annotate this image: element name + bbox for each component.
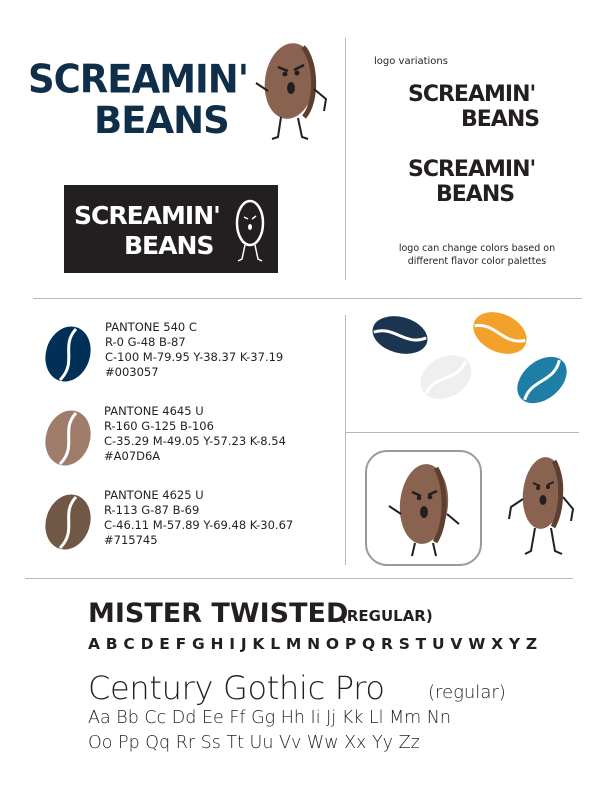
color-2-name: PANTONE 4645 U — [104, 404, 204, 418]
color-2-hex: #A07D6A — [104, 449, 161, 463]
variations-note: logo can change colors based on different flavor color palettes — [398, 243, 556, 267]
reversed-logo-line1: SCREAMIN' — [74, 201, 220, 230]
color-3-cmyk: C-46.11 M-57.89 Y-69.48 K-30.67 — [104, 518, 294, 532]
display-font-name: MISTER TWISTED — [88, 598, 349, 629]
body-font-line2: Oo Pp Qq Rr Ss Tt Uu Vv Ww Xx Yy Zz — [88, 733, 420, 753]
upper-horizontal-divider — [33, 298, 582, 299]
bean-mascot-standing-icon — [505, 447, 580, 562]
main-logo-line1: SCREAMIN' — [28, 56, 249, 103]
display-font-alphabet: A B C D E F G H I J K L M N O P Q R S T U V W X Y Z — [88, 635, 538, 653]
main-logo-line2: BEANS — [94, 99, 229, 142]
variation-2-line2: BEANS — [436, 182, 515, 207]
bean-outline-icon — [228, 193, 272, 267]
color-1-cmyk: C-100 M-79.95 Y-38.37 K-37.19 — [105, 350, 284, 364]
navy-bean-icon — [368, 310, 431, 359]
color-3-rgb: R-113 G-87 B-69 — [104, 503, 200, 517]
variation-2-line1: SCREAMIN' — [408, 157, 536, 182]
variation-1-line2: BEANS — [461, 107, 540, 132]
bean-mascot-icon — [381, 456, 467, 560]
white-bean-icon — [413, 346, 480, 408]
coffee-bean-icon — [42, 408, 94, 468]
color-swatch-1 — [42, 320, 332, 390]
color-1-hex: #003057 — [105, 365, 159, 379]
color-1-rgb: R-0 G-48 B-87 — [105, 335, 186, 349]
lower-horizontal-divider — [25, 578, 573, 579]
right-mid-divider — [345, 432, 579, 433]
color-2-cmyk: C-35.29 M-49.05 Y-57.23 K-8.54 — [104, 434, 286, 448]
body-font-line1: Aa Bb Cc Dd Ee Ff Gg Hh Ii Jj Kk Ll Mm Nn — [88, 708, 451, 728]
top-vertical-divider — [345, 38, 346, 280]
mascot-app-icon — [365, 450, 482, 566]
display-font-style: (REGULAR) — [340, 607, 433, 625]
color-3-hex: #715745 — [104, 533, 158, 547]
main-logo — [28, 55, 328, 165]
coffee-bean-icon — [42, 324, 94, 384]
middle-vertical-divider — [345, 315, 346, 565]
color-swatch-2 — [42, 404, 332, 474]
variations-title: logo variations — [374, 56, 448, 67]
orange-bean-icon — [467, 305, 534, 362]
body-font-style: (regular) — [428, 682, 506, 703]
body-font-name: Century Gothic Pro — [88, 669, 385, 707]
teal-bean-icon — [508, 347, 575, 412]
color-swatch-3 — [42, 488, 332, 558]
color-1-name: PANTONE 540 C — [105, 320, 197, 334]
variation-1-line1: SCREAMIN' — [408, 82, 536, 107]
variation-logo-2 — [408, 159, 558, 209]
color-3-name: PANTONE 4625 U — [104, 488, 204, 502]
reversed-logo-line2: BEANS — [124, 231, 214, 260]
reversed-logo — [64, 185, 278, 273]
flavor-beans — [360, 305, 575, 420]
variation-logo-1 — [408, 84, 558, 134]
coffee-bean-icon — [42, 492, 94, 552]
bean-mascot-icon — [246, 41, 341, 146]
color-2-rgb: R-160 G-125 B-106 — [104, 419, 214, 433]
